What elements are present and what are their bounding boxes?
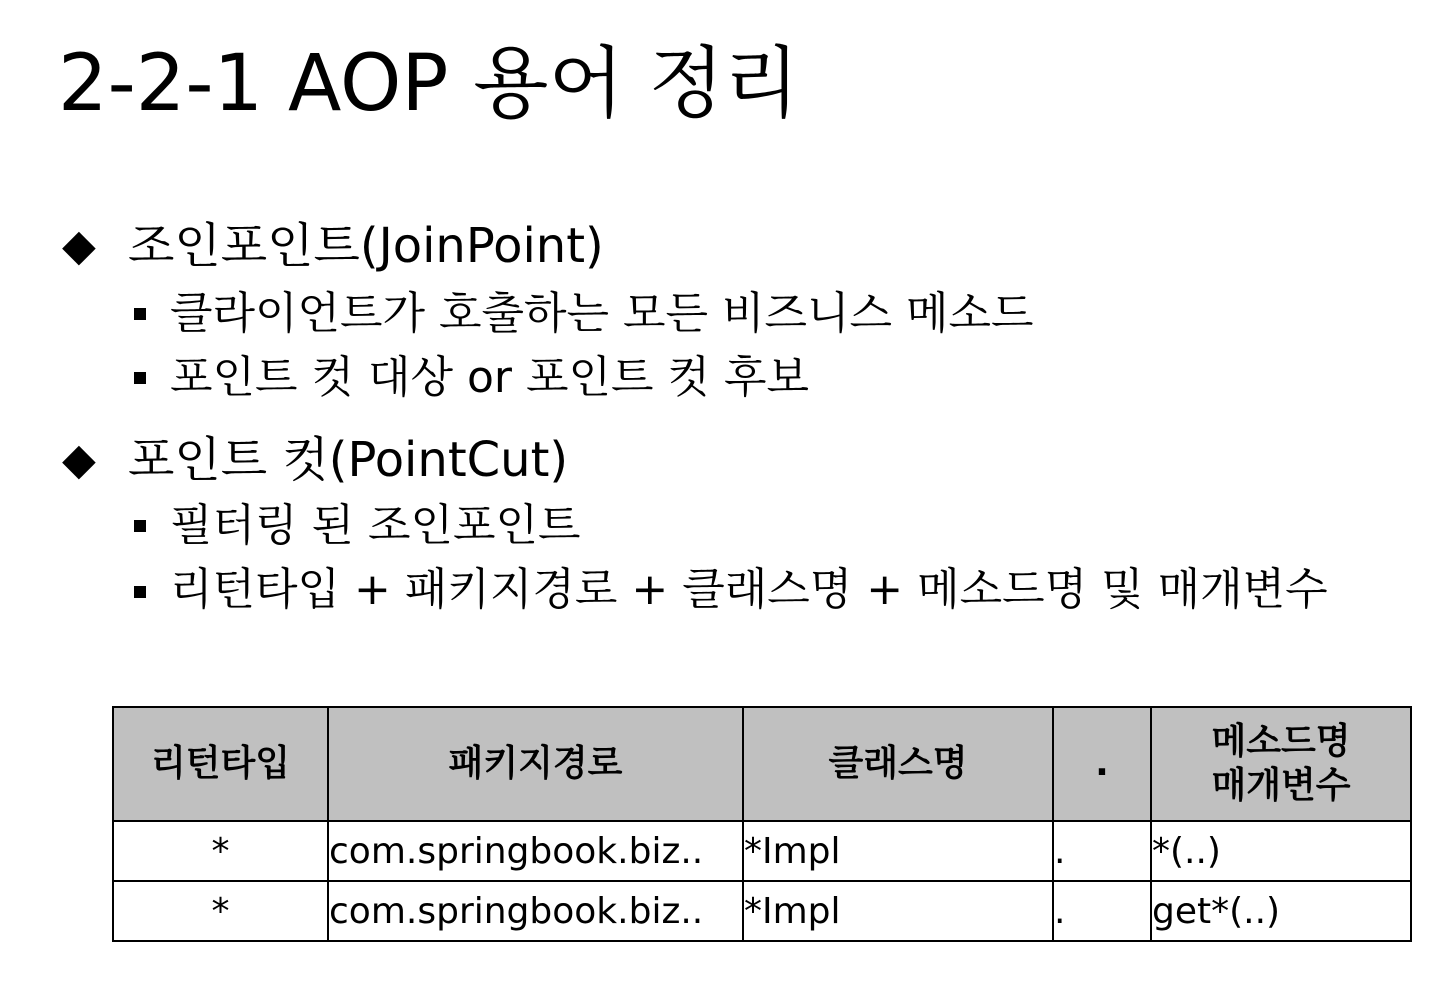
header-dot: . [1053, 707, 1151, 821]
diamond-bullet-icon: ◆ [62, 220, 96, 271]
cell-return-type: * [113, 821, 328, 881]
header-method-params [1151, 707, 1411, 821]
section-heading-joinpoint [62, 216, 604, 276]
page-title: 2-2-1 AOP 용어 정리 [58, 39, 800, 129]
section-heading-label: 포인트 컷(PointCut) [128, 432, 569, 488]
cell-class-name: *Impl [743, 881, 1053, 941]
list-item-label: 필터링 된 조인포인트 [170, 500, 581, 551]
cell-method: get*(..) [1151, 881, 1411, 941]
cell-package-path: com.springbook.biz.. [328, 821, 743, 881]
table-row [113, 821, 1411, 881]
cell-method: *(..) [1151, 821, 1411, 881]
pointcut-expression-table [112, 706, 1412, 942]
cell-return-type: * [113, 881, 328, 941]
square-bullet-icon [134, 308, 146, 320]
list-item-label: 리턴타입 + 패키지경로 + 클래스명 + 메소드명 및 매개변수 [170, 564, 1328, 615]
list-item-label: 클라이언트가 호출하는 모든 비즈니스 메소드 [170, 288, 1034, 339]
header-class-name: 클래스명 [743, 707, 1053, 821]
cell-dot: . [1053, 821, 1151, 881]
table-row [113, 881, 1411, 941]
cell-package-path: com.springbook.biz.. [328, 881, 743, 941]
header-package-path: 패키지경로 [328, 707, 743, 821]
header-parameters: 매개변수 [1211, 765, 1351, 806]
cell-class-name: *Impl [743, 821, 1053, 881]
table-header-row [113, 707, 1411, 821]
header-return-type: 리턴타입 [113, 707, 328, 821]
section-heading-label: 조인포인트(JoinPoint) [128, 218, 604, 274]
list-item [134, 350, 809, 406]
list-item [134, 564, 1390, 616]
list-item [134, 286, 1034, 342]
square-bullet-icon [134, 586, 146, 598]
cell-dot: . [1053, 881, 1151, 941]
square-bullet-icon [134, 372, 146, 384]
list-item [134, 498, 581, 554]
square-bullet-icon [134, 520, 146, 532]
section-heading-pointcut [62, 430, 568, 490]
header-method-name: 메소드명 [1211, 721, 1351, 762]
list-item-label: 포인트 컷 대상 or 포인트 컷 후보 [170, 352, 809, 403]
diamond-bullet-icon: ◆ [62, 434, 96, 485]
